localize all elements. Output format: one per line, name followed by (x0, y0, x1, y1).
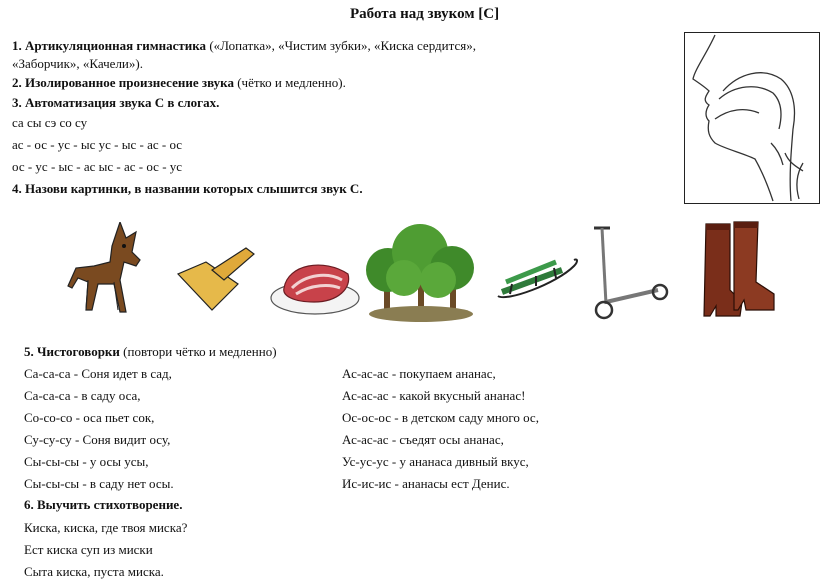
sled-icon (496, 248, 580, 308)
section6-title: 6. Выучить стихотворение. (24, 497, 183, 512)
poem-line-2: Ест киска суп из миски (24, 542, 153, 557)
dog-icon (64, 222, 154, 318)
section1-title: 1. Артикуляционная гимнастика (12, 38, 207, 53)
patter-right-5: Ус-ус-ус - у ананаса дивный вкус, (342, 454, 529, 469)
bushes-icon (366, 218, 476, 322)
section2-title: 2. Изолированное произнесение звука (12, 75, 234, 90)
poem-line-1: Киска, киска, где твоя миска? (24, 520, 188, 535)
patter-right-3: Ос-ос-ос - в детском саду много ос, (342, 410, 539, 425)
section1-text1: («Лопатка», «Чистим зубки», «Киска сердится», (206, 38, 476, 53)
poem-line-3: Сыта киска, пуста миска. (24, 564, 164, 579)
syllable-line-2: ас - ос - ус - ыс ус - ыс - ас - ос (12, 137, 183, 152)
scooter-icon (588, 224, 672, 324)
patter-right-4: Ас-ас-ас - съедят осы ананас, (342, 432, 504, 447)
section2-text: (чётко и медленно). (233, 75, 346, 90)
dustpan-icon (172, 240, 258, 320)
patter-left-2: Са-са-са - в саду оса, (24, 388, 141, 403)
meat-plate-icon (268, 254, 362, 320)
section1-line1 (12, 37, 476, 55)
page-title: Работа над звуком [С] (350, 6, 500, 22)
boots-icon (696, 220, 780, 324)
section5-title: 5. Чистоговорки (24, 344, 120, 359)
patter-left-3: Со-со-со - оса пьет сок, (24, 410, 155, 425)
syllable-line-3: ос - ус - ыс - ас ыс - ас - ос - ус (12, 159, 183, 174)
section4-title: 4. Назови картинки, в названии которых слышится звук С. (12, 181, 363, 196)
section5-heading (24, 343, 277, 361)
pictures-row (60, 218, 800, 328)
section2-line (12, 74, 346, 92)
section1-line2: «Заборчик», «Качели»). (12, 56, 143, 71)
patter-left-4: Су-су-су - Соня видит осу, (24, 432, 171, 447)
syllable-line-1: са сы сэ со су (12, 115, 88, 130)
section5-text: (повтори чётко и медленно) (119, 344, 277, 359)
patter-left-5: Сы-сы-сы - у осы усы, (24, 454, 149, 469)
patter-right-6: Ис-ис-ис - ананасы ест Денис. (342, 476, 510, 491)
section3-title: 3. Автоматизация звука С в слогах. (12, 95, 220, 110)
articulation-profile-figure (684, 32, 820, 204)
patter-left-1: Са-са-са - Соня идет в сад, (24, 366, 172, 381)
patter-left-6: Сы-сы-сы - в саду нет осы. (24, 476, 174, 491)
mouth-profile-icon (685, 33, 819, 203)
patter-right-1: Ас-ас-ас - покупаем ананас, (342, 366, 496, 381)
patter-right-2: Ас-ас-ас - какой вкусный ананас! (342, 388, 526, 403)
